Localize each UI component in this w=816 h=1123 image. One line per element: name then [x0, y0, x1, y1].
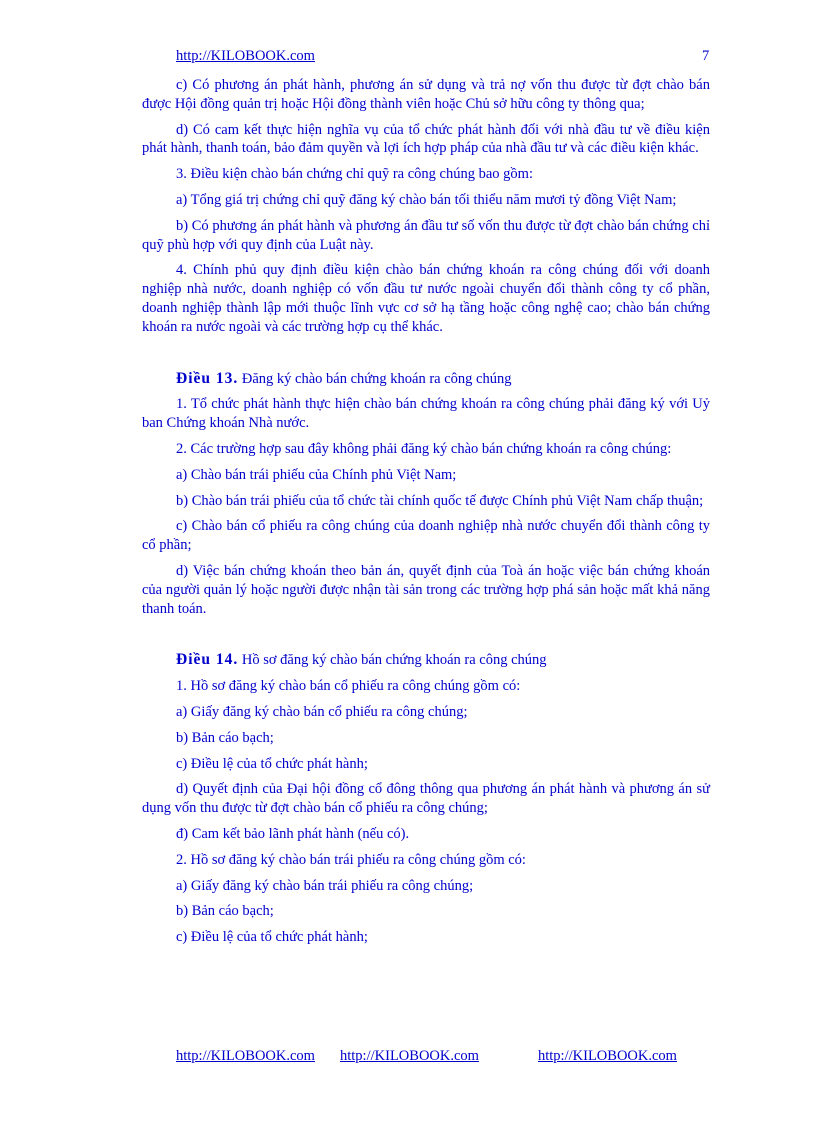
article-13-heading — [142, 370, 710, 389]
paragraph: b) Có phương án phát hành và phương án đầu tư số vốn thu được từ đợt chào bán chứng chỉ quỹ phù hợp với quy định của Luật này. — [142, 217, 710, 253]
paragraph: a) Giấy đăng ký chào bán cổ phiếu ra công chúng; — [176, 703, 468, 720]
paragraph: 1. Hồ sơ đăng ký chào bán cổ phiếu ra công chúng gồm có: — [176, 678, 521, 695]
article-14-number: Điều 14. — [176, 651, 239, 669]
document-body — [142, 76, 710, 954]
paragraph: d) Quyết định của Đại hội đồng cổ đông thông qua phương án phát hành và phương án sử dụng vốn thu được từ đợt chào bán cổ phiếu ra công chúng; — [142, 781, 710, 817]
paragraph: c) Có phương án phát hành, phương án sử dụng và trả nợ vốn thu được từ đợt chào bán được Hội đồng quản trị hoặc Hội đồng thành viên hoặc Chủ sở hữu công ty thông qua; — [142, 77, 710, 112]
paragraph: đ) Cam kết bảo lãnh phát hành (nếu có). — [176, 825, 410, 842]
paragraph: b) Bản cáo bạch; — [176, 729, 274, 746]
article-14-heading — [142, 651, 710, 670]
footer-link-1-wrap — [176, 1048, 315, 1065]
article-13-number: Điều 13. — [176, 369, 239, 387]
footer-link[interactable]: http://KILOBOOK.com — [538, 1048, 677, 1064]
paragraph: b) Bản cáo bạch; — [176, 903, 274, 920]
paragraph: 2. Các trường hợp sau đây không phải đăng ký chào bán chứng khoán ra công chúng: — [176, 440, 672, 457]
paragraph: 3. Điều kiện chào bán chứng chỉ quỹ ra công chúng bao gồm: — [176, 166, 533, 183]
paragraph: d) Việc bán chứng khoán theo bản án, quyết định của Toà án hoặc việc bán chứng khoán của người quản lý hoặc người được nhận tài sản trong các trường hợp phá sản hoặc mất khả năng thanh toán. — [142, 562, 710, 617]
paragraph: 4. Chính phủ quy định điều kiện chào bán chứng khoán ra công chúng đối với doanh nghiệp nhà nước, doanh nghiệp có vốn đầu tư nước ngoài chuyển đổi thành công ty cổ phần, doanh nghiệp thành lập mới thuộc lĩnh vực cơ sở hạ tầng hoặc công nghệ cao; chào bán chứng khoán ra nước ngoài và các trường hợp cụ thể khác. — [142, 262, 710, 335]
paragraph: d) Có cam kết thực hiện nghĩa vụ của tổ chức phát hành đối với nhà đầu tư về điều kiện phát hành, thanh toán, bảo đảm quyền và lợi ích hợp pháp của nhà đầu tư và các điều kiện khác. — [142, 121, 710, 157]
footer-link-3-wrap — [538, 1048, 677, 1065]
page-number: 7 — [702, 48, 710, 64]
footer-link[interactable]: http://KILOBOOK.com — [340, 1048, 479, 1064]
paragraph: 2. Hồ sơ đăng ký chào bán trái phiếu ra công chúng gồm có: — [176, 851, 526, 868]
paragraph: c) Chào bán cổ phiếu ra công chúng của doanh nghiệp nhà nước chuyển đổi thành công ty cổ phần; — [142, 518, 710, 554]
paragraph: c) Điều lệ của tổ chức phát hành; — [176, 755, 368, 772]
paragraph: c) Điều lệ của tổ chức phát hành; — [176, 929, 368, 946]
footer-link-2-wrap — [340, 1048, 479, 1065]
paragraph: 1. Tổ chức phát hành thực hiện chào bán chứng khoán ra công chúng phải đăng ký với Uỷ ban Chứng khoán Nhà nước. — [142, 396, 710, 432]
paragraph: a) Chào bán trái phiếu của Chính phủ Việt Nam; — [176, 466, 457, 483]
header-link[interactable]: http://KILOBOOK.com — [176, 48, 315, 64]
footer-link[interactable]: http://KILOBOOK.com — [176, 1048, 315, 1064]
paragraph: b) Chào bán trái phiếu của tổ chức tài chính quốc tế được Chính phủ Việt Nam chấp thuận; — [176, 492, 704, 509]
article-14-title: Hồ sơ đăng ký chào bán chứng khoán ra công chúng — [241, 652, 547, 669]
paragraph: a) Giấy đăng ký chào bán trái phiếu ra công chúng; — [176, 877, 474, 894]
paragraph: a) Tổng giá trị chứng chỉ quỹ đăng ký chào bán tối thiểu năm mươi tỷ đồng Việt Nam; — [176, 191, 677, 208]
article-13-title: Đăng ký chào bán chứng khoán ra công chúng — [241, 370, 512, 387]
